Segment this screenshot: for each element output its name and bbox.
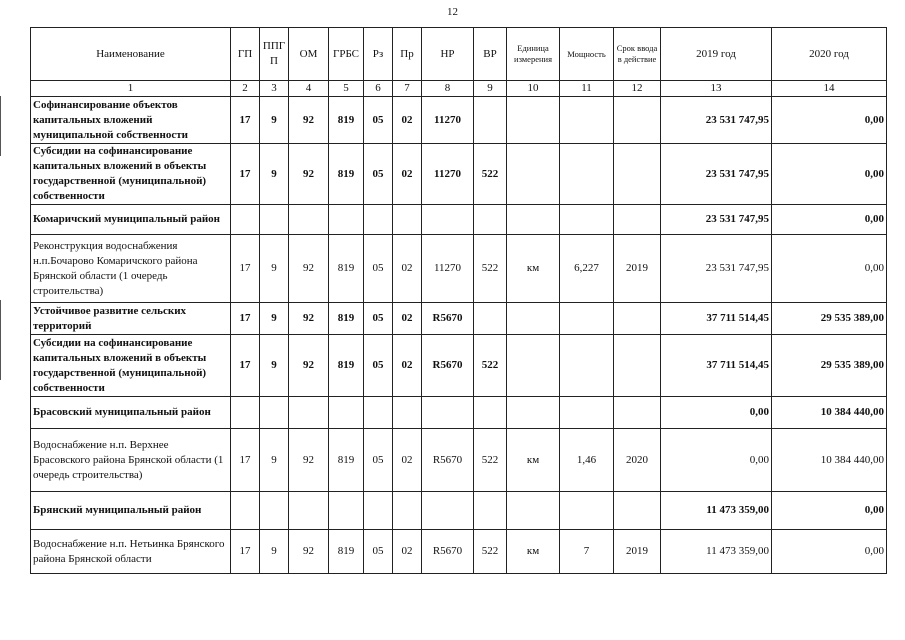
table-row	[31, 235, 887, 303]
column-number: 2	[231, 81, 260, 97]
row-2020: 0,00	[772, 97, 887, 144]
row-power	[560, 205, 614, 235]
row-power: 1,46	[560, 429, 614, 492]
row-2020: 10 384 440,00	[772, 429, 887, 492]
row-om: 92	[289, 335, 329, 397]
row-2020: 0,00	[772, 235, 887, 303]
row-vr	[474, 397, 507, 429]
row-gp: 17	[231, 530, 260, 574]
row-ppgp: 9	[260, 429, 289, 492]
column-number: 4	[289, 81, 329, 97]
row-ppgp: 9	[260, 335, 289, 397]
row-gp	[231, 492, 260, 530]
row-power	[560, 397, 614, 429]
row-gp: 17	[231, 429, 260, 492]
row-ppgp: 9	[260, 97, 289, 144]
row-om: 92	[289, 303, 329, 335]
header-om: ОМ	[289, 28, 329, 81]
budget-table	[30, 27, 887, 574]
row-grbs: 819	[329, 97, 364, 144]
row-term	[614, 303, 661, 335]
row-pr	[393, 492, 422, 530]
row-nr: 11270	[422, 235, 474, 303]
row-nr: 11270	[422, 144, 474, 205]
row-vr: 522	[474, 530, 507, 574]
column-number: 1	[31, 81, 231, 97]
table-row	[31, 530, 887, 574]
row-name: Субсидии на софинансирование капитальных вложений в объекты государственной (муниципальной) собственности	[31, 144, 231, 205]
table-row	[31, 335, 887, 397]
column-number: 12	[614, 81, 661, 97]
row-gp	[231, 397, 260, 429]
row-unit	[507, 397, 560, 429]
row-nr	[422, 205, 474, 235]
row-vr	[474, 303, 507, 335]
row-unit: км	[507, 530, 560, 574]
row-pr: 02	[393, 303, 422, 335]
row-pr	[393, 397, 422, 429]
row-ppgp: 9	[260, 144, 289, 205]
row-rz: 05	[364, 303, 393, 335]
row-unit	[507, 303, 560, 335]
row-name: Брасовский муниципальный район	[31, 397, 231, 429]
row-2019: 0,00	[661, 429, 772, 492]
table-row	[31, 397, 887, 429]
row-rz: 05	[364, 97, 393, 144]
row-ppgp: 9	[260, 235, 289, 303]
header-vr: ВР	[474, 28, 507, 81]
row-unit: км	[507, 235, 560, 303]
table-row	[31, 429, 887, 492]
row-2019: 11 473 359,00	[661, 492, 772, 530]
column-number: 11	[560, 81, 614, 97]
row-power: 6,227	[560, 235, 614, 303]
row-grbs	[329, 205, 364, 235]
row-2019: 23 531 747,95	[661, 205, 772, 235]
row-2020: 0,00	[772, 530, 887, 574]
row-om: 92	[289, 144, 329, 205]
row-2019: 11 473 359,00	[661, 530, 772, 574]
row-power	[560, 303, 614, 335]
table-row	[31, 492, 887, 530]
row-name: Реконструкция водоснабжения н.п.Бочарово Комаричского района Брянской области (1 очередь строительства)	[31, 235, 231, 303]
row-grbs: 819	[329, 235, 364, 303]
row-term	[614, 397, 661, 429]
table-row	[31, 303, 887, 335]
row-name: Устойчивое развитие сельских территорий	[31, 303, 231, 335]
row-name: Субсидии на софинансирование капитальных вложений в объекты государственной (муниципальной) собственности	[31, 335, 231, 397]
row-2019: 23 531 747,95	[661, 235, 772, 303]
row-ppgp	[260, 205, 289, 235]
row-rz	[364, 205, 393, 235]
row-nr	[422, 397, 474, 429]
row-term: 2019	[614, 235, 661, 303]
row-om	[289, 205, 329, 235]
row-nr	[422, 492, 474, 530]
row-unit	[507, 97, 560, 144]
row-om	[289, 397, 329, 429]
row-ppgp: 9	[260, 303, 289, 335]
column-number-row	[31, 81, 887, 97]
row-unit	[507, 335, 560, 397]
header-grbs: ГРБС	[329, 28, 364, 81]
row-vr	[474, 97, 507, 144]
column-number: 5	[329, 81, 364, 97]
column-number: 8	[422, 81, 474, 97]
margin-mark	[0, 96, 4, 156]
row-unit: км	[507, 429, 560, 492]
row-grbs	[329, 492, 364, 530]
row-nr: R5670	[422, 530, 474, 574]
row-om: 92	[289, 97, 329, 144]
row-grbs: 819	[329, 144, 364, 205]
row-nr: R5670	[422, 335, 474, 397]
row-name: Брянский муниципальный район	[31, 492, 231, 530]
margin-mark	[0, 300, 4, 380]
row-vr: 522	[474, 144, 507, 205]
row-nr: R5670	[422, 429, 474, 492]
row-rz: 05	[364, 335, 393, 397]
row-2019: 23 531 747,95	[661, 97, 772, 144]
row-power	[560, 492, 614, 530]
row-rz: 05	[364, 235, 393, 303]
row-name: Водоснабжение н.п. Нетьинка Брянского района Брянской области	[31, 530, 231, 574]
header-2020: 2020 год	[772, 28, 887, 81]
row-rz: 05	[364, 429, 393, 492]
header-2019: 2019 год	[661, 28, 772, 81]
column-number: 13	[661, 81, 772, 97]
row-2020: 10 384 440,00	[772, 397, 887, 429]
row-2019: 0,00	[661, 397, 772, 429]
column-number: 7	[393, 81, 422, 97]
row-pr: 02	[393, 530, 422, 574]
row-grbs: 819	[329, 530, 364, 574]
row-name: Водоснабжение н.п. Верхнее Брасовского района Брянской области (1 очередь строительства)	[31, 429, 231, 492]
row-2019: 37 711 514,45	[661, 335, 772, 397]
row-ppgp	[260, 492, 289, 530]
header-rz: Рз	[364, 28, 393, 81]
row-ppgp: 9	[260, 530, 289, 574]
header-gp: ГП	[231, 28, 260, 81]
row-gp: 17	[231, 235, 260, 303]
table-body	[31, 97, 887, 574]
table-row	[31, 144, 887, 205]
row-vr: 522	[474, 235, 507, 303]
row-pr: 02	[393, 235, 422, 303]
row-power: 7	[560, 530, 614, 574]
row-om	[289, 492, 329, 530]
header-power: Мощность	[560, 28, 614, 81]
row-pr: 02	[393, 144, 422, 205]
row-vr	[474, 492, 507, 530]
row-nr: 11270	[422, 97, 474, 144]
row-term	[614, 492, 661, 530]
row-pr: 02	[393, 97, 422, 144]
row-2019: 23 531 747,95	[661, 144, 772, 205]
row-om: 92	[289, 530, 329, 574]
row-pr	[393, 205, 422, 235]
row-om: 92	[289, 235, 329, 303]
table-row	[31, 205, 887, 235]
row-grbs	[329, 397, 364, 429]
row-2020: 29 535 389,00	[772, 303, 887, 335]
row-grbs: 819	[329, 335, 364, 397]
row-pr: 02	[393, 429, 422, 492]
row-name: Софинансирование объектов капитальных вложений муниципальной собственности	[31, 97, 231, 144]
header-name: Наименование	[31, 28, 231, 81]
header-pr: Пр	[393, 28, 422, 81]
row-rz: 05	[364, 144, 393, 205]
row-term	[614, 205, 661, 235]
header-ppgp: ППГП	[260, 28, 289, 81]
header-unit: Единица измерения	[507, 28, 560, 81]
row-power	[560, 97, 614, 144]
column-number: 10	[507, 81, 560, 97]
column-number: 14	[772, 81, 887, 97]
row-gp	[231, 205, 260, 235]
row-rz: 05	[364, 530, 393, 574]
row-vr: 522	[474, 429, 507, 492]
row-vr: 522	[474, 335, 507, 397]
table-header-row	[31, 28, 887, 81]
header-nr: НР	[422, 28, 474, 81]
row-term: 2019	[614, 530, 661, 574]
column-number: 6	[364, 81, 393, 97]
row-2020: 0,00	[772, 492, 887, 530]
column-number: 9	[474, 81, 507, 97]
row-gp: 17	[231, 144, 260, 205]
row-unit	[507, 492, 560, 530]
row-gp: 17	[231, 303, 260, 335]
row-gp: 17	[231, 335, 260, 397]
column-number: 3	[260, 81, 289, 97]
row-pr: 02	[393, 335, 422, 397]
row-grbs: 819	[329, 429, 364, 492]
row-term	[614, 144, 661, 205]
page-number: 12	[447, 6, 458, 18]
table-row	[31, 97, 887, 144]
row-name: Комаричский муниципальный район	[31, 205, 231, 235]
row-unit	[507, 205, 560, 235]
row-term	[614, 97, 661, 144]
row-power	[560, 335, 614, 397]
row-rz	[364, 397, 393, 429]
row-2019: 37 711 514,45	[661, 303, 772, 335]
row-2020: 0,00	[772, 144, 887, 205]
row-unit	[507, 144, 560, 205]
row-gp: 17	[231, 97, 260, 144]
row-2020: 29 535 389,00	[772, 335, 887, 397]
row-grbs: 819	[329, 303, 364, 335]
row-rz	[364, 492, 393, 530]
row-ppgp	[260, 397, 289, 429]
row-2020: 0,00	[772, 205, 887, 235]
row-vr	[474, 205, 507, 235]
header-term: Срок ввода в действие	[614, 28, 661, 81]
row-om: 92	[289, 429, 329, 492]
row-nr: R5670	[422, 303, 474, 335]
row-power	[560, 144, 614, 205]
row-term: 2020	[614, 429, 661, 492]
row-term	[614, 335, 661, 397]
